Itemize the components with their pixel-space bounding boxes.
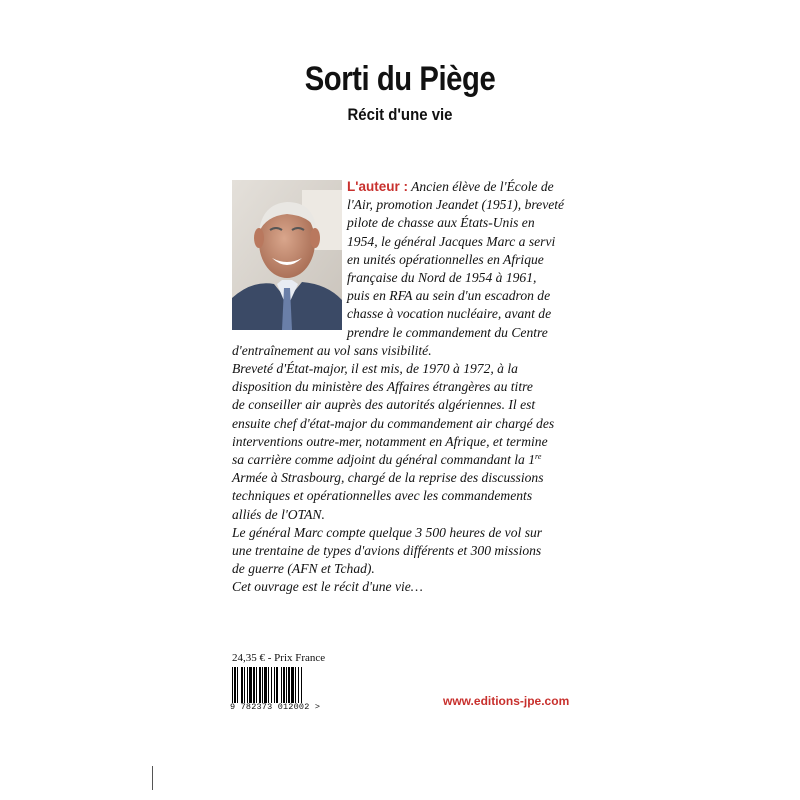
book-title: Sorti du Piège [304, 60, 496, 98]
author-bio [232, 178, 568, 597]
auteur-label: L'auteur : [347, 179, 408, 194]
barcode-bar [234, 667, 236, 703]
isbn-number: 9 782373 012002 > [230, 702, 321, 712]
barcode-bar [244, 667, 245, 703]
barcode-bar [276, 667, 278, 703]
crop-mark [152, 766, 153, 790]
barcode-bar [298, 667, 299, 703]
ean13-barcode-icon [230, 667, 334, 703]
bio-line: interventions outre-mer, notamment en Afrique, et termine [232, 433, 548, 449]
publisher-website: www.editions-jpe.com [443, 694, 570, 708]
bio-line: prendre le commandement du Centre [347, 324, 548, 340]
barcode-bar [271, 667, 272, 703]
bio-line: 1954, le général Jacques Marc a servi [347, 233, 556, 249]
price-label: 24,35 € - Prix France [232, 652, 326, 664]
bio-line: Le général Marc compte quelque 3 500 heures de vol sur [232, 524, 543, 540]
bio-line: sa carrière comme adjoint du général commandant la 1re [232, 452, 542, 468]
bio-line: de guerre (AFN et Tchad). [232, 561, 375, 577]
bio-line: alliés de l'OTAN. [232, 506, 325, 522]
barcode-bar [281, 667, 282, 703]
bio-line: en unités opérationnelles en Afrique [347, 251, 544, 267]
superscript: re [535, 452, 542, 462]
bio-line: Cet ouvrage est le récit d'une vie… [232, 579, 423, 595]
barcode-bar [291, 667, 294, 703]
barcode-bar [247, 667, 248, 703]
barcode-bar [264, 667, 267, 703]
bio-line: L'auteur : Ancien élève de l'École de [347, 179, 554, 194]
bio-line: ensuite chef d'état-major du commandement air chargé des [232, 415, 555, 431]
barcode-bar [295, 667, 296, 703]
barcode-bar [274, 667, 275, 703]
book-subtitle: Récit d'une vie [347, 105, 453, 124]
bio-line: d'entraînement au vol sans visibilité. [232, 342, 432, 358]
bio-line: techniques et opérationnelles avec les commandements [232, 488, 533, 504]
barcode-bar [268, 667, 269, 703]
bio-line: chasse à vocation nucléaire, avant de [347, 306, 552, 322]
bio-line: française du Nord de 1954 à 1961, [347, 270, 537, 286]
barcode-bar [232, 667, 233, 703]
bio-line: disposition du ministère des Affaires étrangères au titre [232, 379, 533, 395]
barcode-bar [256, 667, 257, 703]
barcode-bar [241, 667, 243, 703]
bio-line: une trentaine de types d'avions différents et 300 missions [232, 543, 542, 559]
barcode-bar [283, 667, 285, 703]
bio-line: Breveté d'État-major, il est mis, de 1970 à 1972, à la [232, 361, 518, 377]
bio-line: puis en RFA au sein d'un escadron de [347, 288, 551, 304]
bio-line: de conseiller air auprès des autorités algériennes. Il est [232, 397, 536, 413]
bio-line: pilote de chasse aux États-Unis en [347, 215, 535, 231]
barcode-bar [288, 667, 290, 703]
barcode-bar [249, 667, 252, 703]
barcode-bar [253, 667, 255, 703]
barcode-bar [262, 667, 263, 703]
bio-line: Armée à Strasbourg, chargé de la reprise des discussions [232, 470, 544, 486]
barcode-bar [286, 667, 287, 703]
barcode-bar [237, 667, 238, 703]
bio-line: l'Air, promotion Jeandet (1951), breveté [347, 197, 565, 213]
barcode-bar [301, 667, 302, 703]
barcode-bar [259, 667, 261, 703]
